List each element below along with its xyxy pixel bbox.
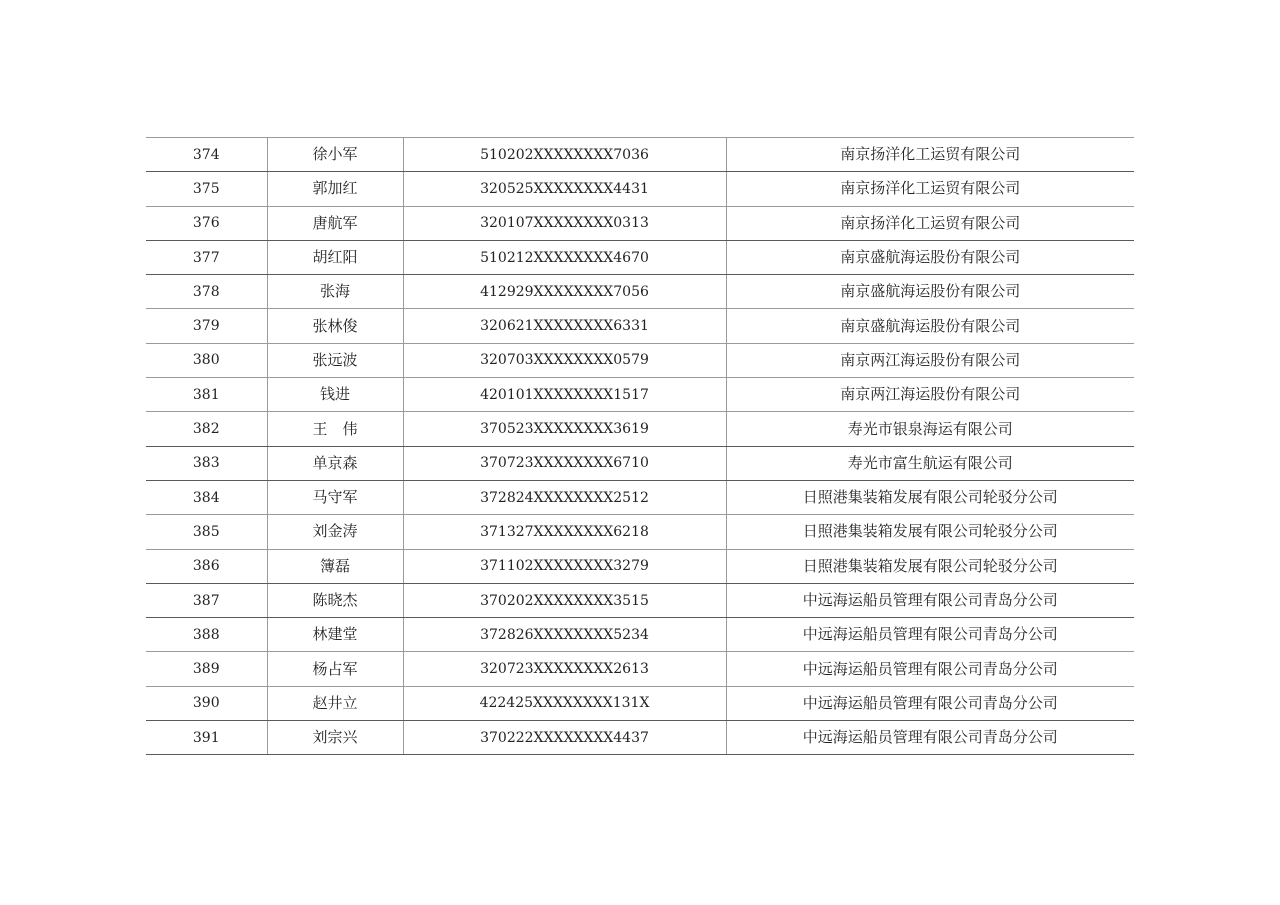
- name-cell: 张海: [267, 275, 403, 309]
- id-number-cell: 372826XXXXXXXX5234: [403, 618, 726, 652]
- row-number-cell: 385: [146, 515, 267, 549]
- company-cell: 南京盛航海运股份有限公司: [726, 240, 1134, 274]
- id-number-cell: 320525XXXXXXXX4431: [403, 172, 726, 206]
- company-cell: 南京盛航海运股份有限公司: [726, 275, 1134, 309]
- name-cell: 张林俊: [267, 309, 403, 343]
- name-cell: 杨占军: [267, 652, 403, 686]
- table-row: [146, 721, 1134, 755]
- row-number-cell: 374: [146, 138, 267, 172]
- roster-table: [146, 137, 1134, 755]
- company-cell: 日照港集装箱发展有限公司轮驳分公司: [726, 480, 1134, 514]
- table-row: [146, 515, 1134, 549]
- name-cell: 陈晓杰: [267, 583, 403, 617]
- table-row: [146, 378, 1134, 412]
- table-row: [146, 549, 1134, 583]
- company-cell: 日照港集装箱发展有限公司轮驳分公司: [726, 549, 1134, 583]
- company-cell: 南京扬洋化工运贸有限公司: [726, 172, 1134, 206]
- name-cell: 马守军: [267, 480, 403, 514]
- row-number-cell: 382: [146, 412, 267, 446]
- id-number-cell: 412929XXXXXXXX7056: [403, 275, 726, 309]
- company-cell: 寿光市银泉海运有限公司: [726, 412, 1134, 446]
- roster-table-body: [146, 138, 1134, 755]
- id-number-cell: 320107XXXXXXXX0313: [403, 206, 726, 240]
- name-cell: 张远波: [267, 343, 403, 377]
- company-cell: 南京盛航海运股份有限公司: [726, 309, 1134, 343]
- table-row: [146, 206, 1134, 240]
- name-cell: 单京森: [267, 446, 403, 480]
- id-number-cell: 510212XXXXXXXX4670: [403, 240, 726, 274]
- row-number-cell: 376: [146, 206, 267, 240]
- company-cell: 中远海运船员管理有限公司青岛分公司: [726, 583, 1134, 617]
- row-number-cell: 375: [146, 172, 267, 206]
- company-cell: 中远海运船员管理有限公司青岛分公司: [726, 652, 1134, 686]
- id-number-cell: 370523XXXXXXXX3619: [403, 412, 726, 446]
- name-cell: 钱进: [267, 378, 403, 412]
- name-cell: 簿磊: [267, 549, 403, 583]
- table-row: [146, 446, 1134, 480]
- id-number-cell: 420101XXXXXXXX1517: [403, 378, 726, 412]
- company-cell: 南京扬洋化工运贸有限公司: [726, 206, 1134, 240]
- company-cell: 日照港集装箱发展有限公司轮驳分公司: [726, 515, 1134, 549]
- company-cell: 南京两江海运股份有限公司: [726, 343, 1134, 377]
- name-cell: 徐小军: [267, 138, 403, 172]
- table-row: [146, 309, 1134, 343]
- table-row: [146, 412, 1134, 446]
- row-number-cell: 390: [146, 686, 267, 720]
- row-number-cell: 381: [146, 378, 267, 412]
- company-cell: 中远海运船员管理有限公司青岛分公司: [726, 618, 1134, 652]
- company-cell: 寿光市富生航运有限公司: [726, 446, 1134, 480]
- row-number-cell: 388: [146, 618, 267, 652]
- id-number-cell: 320621XXXXXXXX6331: [403, 309, 726, 343]
- company-cell: 南京扬洋化工运贸有限公司: [726, 138, 1134, 172]
- row-number-cell: 391: [146, 721, 267, 755]
- id-number-cell: 371102XXXXXXXX3279: [403, 549, 726, 583]
- company-cell: 中远海运船员管理有限公司青岛分公司: [726, 721, 1134, 755]
- id-number-cell: 372824XXXXXXXX2512: [403, 480, 726, 514]
- name-cell: 唐航军: [267, 206, 403, 240]
- name-cell: 王 伟: [267, 412, 403, 446]
- name-cell: 刘金涛: [267, 515, 403, 549]
- id-number-cell: 371327XXXXXXXX6218: [403, 515, 726, 549]
- company-cell: 南京两江海运股份有限公司: [726, 378, 1134, 412]
- table-row: [146, 583, 1134, 617]
- table-row: [146, 618, 1134, 652]
- row-number-cell: 377: [146, 240, 267, 274]
- table-row: [146, 480, 1134, 514]
- id-number-cell: 320723XXXXXXXX2613: [403, 652, 726, 686]
- row-number-cell: 384: [146, 480, 267, 514]
- table-row: [146, 138, 1134, 172]
- name-cell: 赵井立: [267, 686, 403, 720]
- row-number-cell: 383: [146, 446, 267, 480]
- row-number-cell: 380: [146, 343, 267, 377]
- name-cell: 刘宗兴: [267, 721, 403, 755]
- table-row: [146, 275, 1134, 309]
- id-number-cell: 510202XXXXXXXX7036: [403, 138, 726, 172]
- row-number-cell: 387: [146, 583, 267, 617]
- row-number-cell: 386: [146, 549, 267, 583]
- row-number-cell: 378: [146, 275, 267, 309]
- table-row: [146, 343, 1134, 377]
- company-cell: 中远海运船员管理有限公司青岛分公司: [726, 686, 1134, 720]
- id-number-cell: 320703XXXXXXXX0579: [403, 343, 726, 377]
- table-row: [146, 686, 1134, 720]
- id-number-cell: 370723XXXXXXXX6710: [403, 446, 726, 480]
- table-row: [146, 240, 1134, 274]
- name-cell: 郭加红: [267, 172, 403, 206]
- row-number-cell: 379: [146, 309, 267, 343]
- id-number-cell: 422425XXXXXXXX131X: [403, 686, 726, 720]
- name-cell: 林建堂: [267, 618, 403, 652]
- name-cell: 胡红阳: [267, 240, 403, 274]
- id-number-cell: 370202XXXXXXXX3515: [403, 583, 726, 617]
- table-row: [146, 652, 1134, 686]
- id-number-cell: 370222XXXXXXXX4437: [403, 721, 726, 755]
- table-row: [146, 172, 1134, 206]
- row-number-cell: 389: [146, 652, 267, 686]
